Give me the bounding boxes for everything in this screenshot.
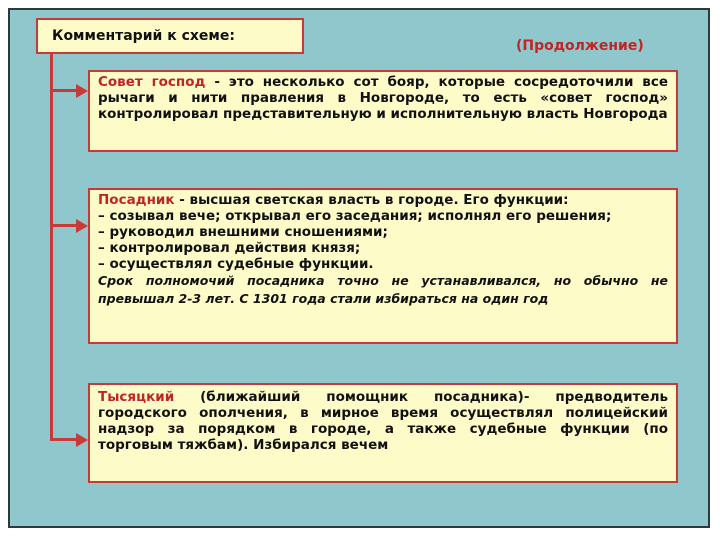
arrow-icon [76, 433, 88, 447]
arrow-icon [76, 219, 88, 233]
posadnik-term: Посадник [98, 192, 175, 208]
posadnik-function-4: – осуществлял судебные функции. [98, 256, 374, 272]
tysyatsky-text: (ближайший помощник посадника)- предводитель городского ополчения, в мирное время осуществлял полицейский надзор за порядком в городе, а также судебные функции (по торговым тяжбам). Избирался вечем [98, 389, 668, 453]
posadnik-intro: - высшая светская власть в городе. Его функции: [174, 192, 569, 208]
connector-line-2 [50, 224, 76, 227]
continued-label: (Продолжение) [516, 38, 644, 54]
posadnik-function-3: – контролировал действия князя; [98, 240, 361, 256]
comment-title: Комментарий к схеме: [52, 28, 235, 44]
arrow-icon [76, 84, 88, 98]
posadnik-function-1: – созывал вече; открывал его заседания; исполнял его решения; [98, 208, 612, 224]
sovet-gospod-term: Совет господ [98, 74, 206, 90]
comment-title-box [36, 18, 304, 54]
tysyatsky-term: Тысяцкий [98, 389, 175, 405]
tysyatsky-box [88, 383, 678, 483]
posadnik-box [88, 188, 678, 344]
connector-line-1 [50, 89, 76, 92]
connector-line-3 [50, 438, 76, 441]
posadnik-term-note: Срок полномочий посадника точно не устанавливался, но обычно не превышал 2-3 лет. С 1301 года стали избираться на один год [98, 273, 668, 306]
sovet-gospod-box [88, 70, 678, 152]
posadnik-function-2: – руководил внешними сношениями; [98, 224, 388, 240]
connector-vertical-line [50, 54, 53, 441]
sovet-gospod-text: - это несколько сот бояр, которые сосредоточили все рычаги и нити правления в Новгороде, то есть «совет господ» контролировал представительную и исполнительную власть Новгорода [98, 74, 668, 122]
